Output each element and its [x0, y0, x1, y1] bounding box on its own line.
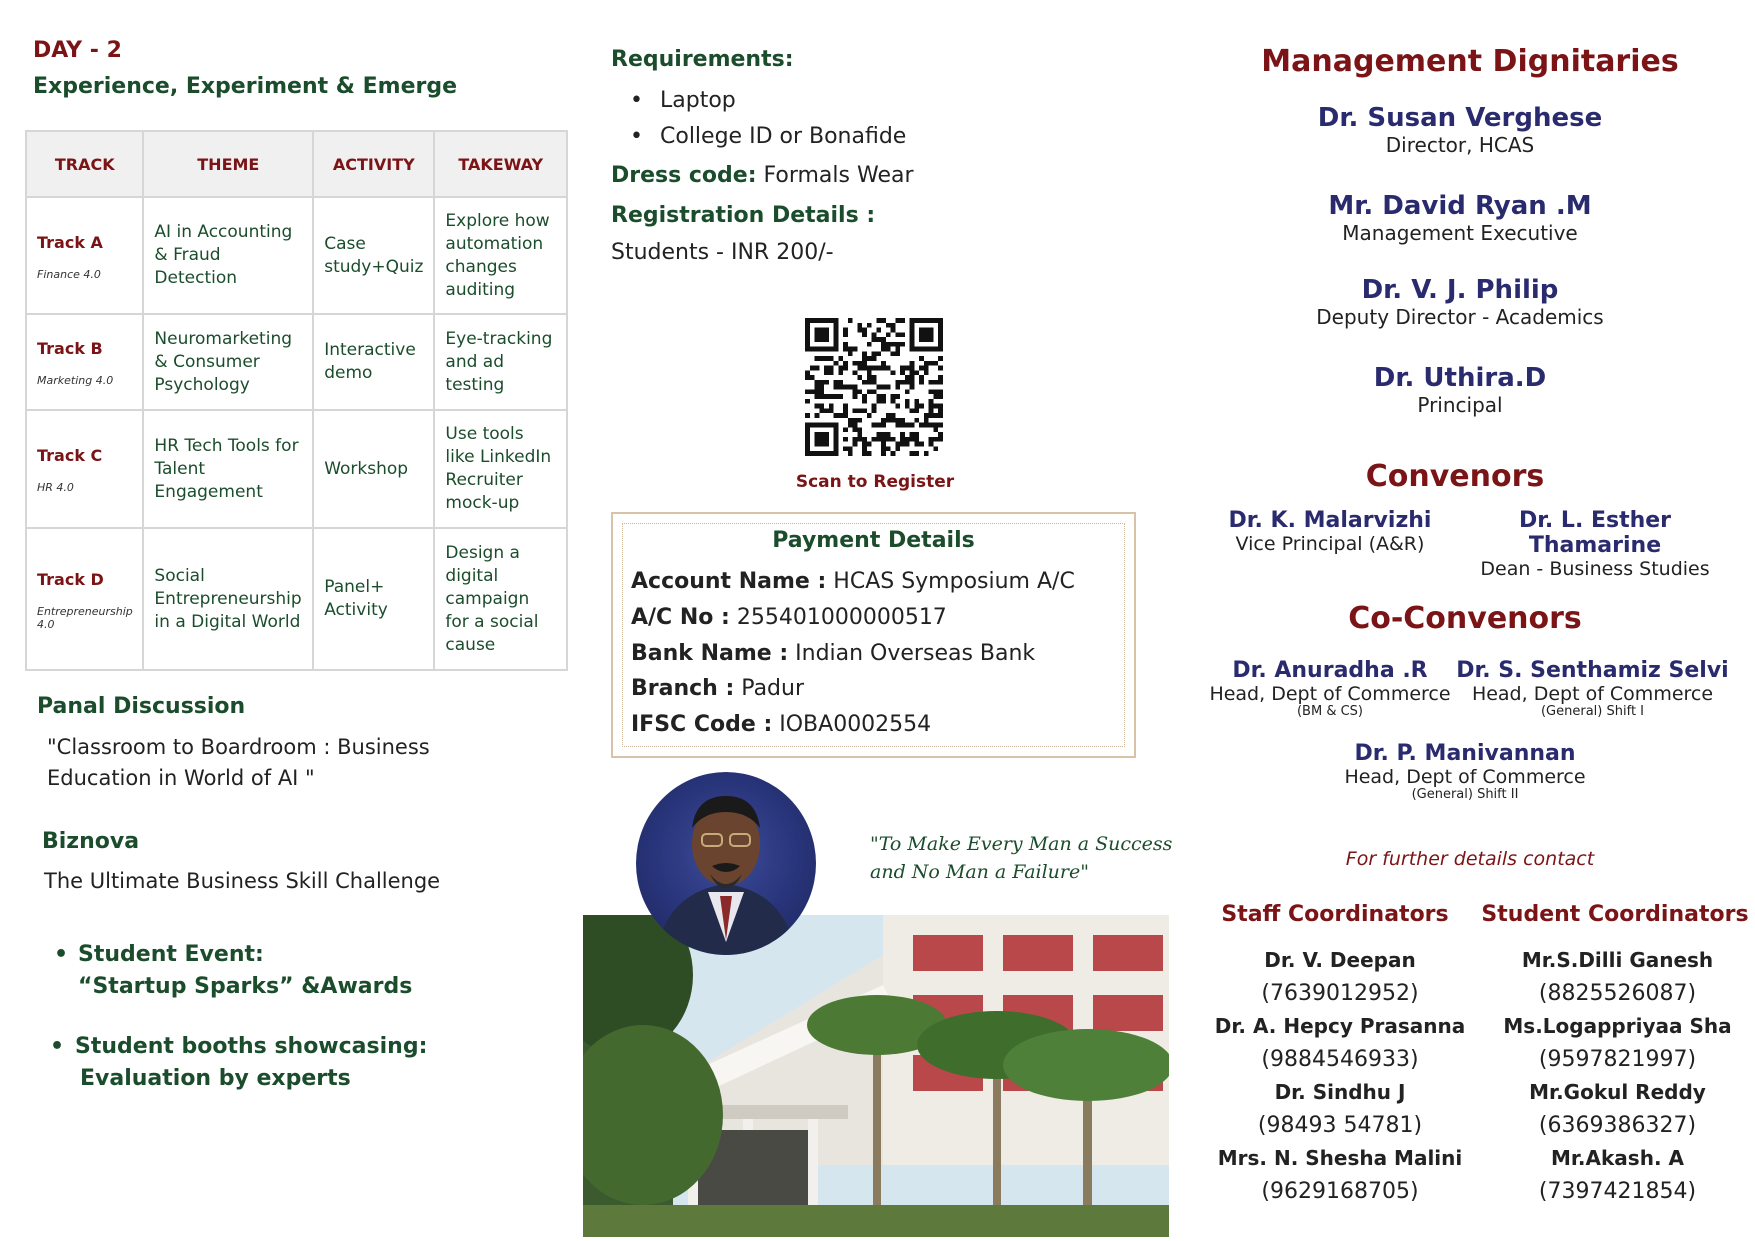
event-line-3: Student booths showcasing:: [75, 1034, 428, 1059]
payment-bank-name: [631, 641, 1035, 666]
day-subtitle: Experience, Experiment & Emerge: [33, 74, 458, 99]
track-name: Track D: [37, 569, 104, 589]
panel-title: Panal Discussion: [37, 694, 246, 719]
header-track: TRACK: [26, 131, 143, 197]
value: 255401000000517: [729, 605, 947, 630]
quote-line-2: and No Man a Failure": [870, 861, 1089, 883]
track-sub: Finance 4.0: [37, 267, 101, 281]
track-name: Track A: [37, 232, 103, 252]
co-convenor-role: Head, Dept of Commerce: [1344, 766, 1586, 788]
coordinator-phone[interactable]: (7397421854): [1538, 1179, 1697, 1204]
campus-building-photo: [583, 915, 1169, 1237]
convenors-title: Convenors: [1365, 459, 1545, 494]
quote-line-1: "To Make Every Man a Success: [870, 833, 1173, 855]
value: Padur: [734, 676, 805, 701]
event-line-1: Student Event:: [78, 942, 264, 967]
founder-portrait-photo: [636, 772, 816, 955]
qr-code-icon[interactable]: [805, 318, 943, 456]
co-convenor-card: [1200, 658, 1460, 719]
co-convenors-title: Co-Convenors: [1348, 601, 1582, 636]
theme-cell: Neuromarketing & Consumer Psychology: [143, 314, 313, 410]
requirement-item: [630, 88, 736, 113]
dress-code-label: Dress code:: [611, 163, 757, 188]
value: Indian Overseas Bank: [788, 641, 1036, 666]
convenor-card: [1200, 508, 1460, 555]
takeaway-cell: Explore how automation changes auditing: [434, 197, 567, 314]
co-convenor-sub: (General) Shift I: [1540, 704, 1645, 719]
takeaway-cell: Use tools like LinkedIn Recruiter mock-up: [434, 410, 567, 528]
dignitary-role: Principal: [1417, 393, 1503, 417]
biznova-body: The Ultimate Business Skill Challenge: [44, 869, 441, 893]
panel-body: [47, 732, 430, 794]
event-item-startup: [54, 939, 514, 1003]
track-sub: HR 4.0: [37, 481, 74, 494]
payment-account-number: [631, 605, 947, 630]
coordinator-phone[interactable]: (98493 54781): [1257, 1113, 1423, 1138]
activity-cell: Case study+Quiz: [313, 197, 434, 314]
header-theme: THEME: [143, 131, 313, 197]
dignitary-card: [1190, 275, 1730, 329]
label: IFSC Code :: [631, 712, 773, 737]
requirement-label: College ID or Bonafide: [660, 124, 907, 149]
payment-title: Payment Details: [772, 528, 975, 553]
founder-illustration: [636, 772, 816, 955]
bullet-icon: •: [630, 124, 643, 149]
payment-branch: [631, 676, 804, 701]
track-cell: [26, 197, 143, 314]
dignitary-name: Mr. David Ryan .M: [1328, 191, 1592, 221]
table-row: [26, 314, 567, 410]
theme-cell: Social Entrepreneurship in a Digital World: [143, 528, 313, 670]
coordinator-name: Mrs. N. Shesha Malini: [1217, 1146, 1463, 1170]
convenor-name: Dr. K. Malarvizhi: [1228, 508, 1432, 533]
coordinator-name: Mr.Gokul Reddy: [1529, 1080, 1706, 1104]
co-convenor-card: [1450, 658, 1735, 719]
staff-coordinator-list: [1205, 944, 1475, 1208]
event-line-2: “Startup Sparks” &Awards: [78, 974, 413, 999]
co-convenor-name: Dr. S. Senthamiz Selvi: [1456, 658, 1729, 683]
table-row: [26, 197, 567, 314]
student-coordinator-list: [1485, 944, 1750, 1208]
coordinator-phone[interactable]: (8825526087): [1538, 981, 1697, 1006]
coordinator-name: Mr.S.Dilli Ganesh: [1521, 948, 1714, 972]
track-cell: [26, 314, 143, 410]
requirement-item: [630, 124, 906, 149]
theme-cell: AI in Accounting & Fraud Detection: [143, 197, 313, 314]
contact-note: For further details contact: [1345, 848, 1595, 870]
track-cell: [26, 410, 143, 528]
header-takeaway: TAKEWAY: [434, 131, 567, 197]
dignitary-name: Dr. V. J. Philip: [1361, 275, 1559, 305]
coordinator-name: Mr.Akash. A: [1551, 1146, 1684, 1170]
registration-title: Registration Details :: [611, 203, 876, 228]
takeaway-cell: Design a digital campaign for a social cause: [434, 528, 567, 670]
co-convenor-card: [1320, 741, 1610, 802]
coordinator-phone[interactable]: (9597821997): [1538, 1047, 1697, 1072]
track-table: [25, 130, 568, 671]
management-title: Management Dignitaries: [1261, 44, 1679, 79]
dignitary-card: [1190, 103, 1730, 157]
requirement-label: Laptop: [660, 88, 736, 113]
biznova-title: Biznova: [42, 829, 140, 854]
track-name: Track B: [37, 339, 103, 358]
bullet-icon: •: [50, 1034, 65, 1059]
coordinator-phone[interactable]: (9884546933): [1261, 1047, 1419, 1072]
track-sub: Marketing 4.0: [37, 374, 114, 387]
coordinator-phone[interactable]: (7639012952): [1261, 981, 1419, 1006]
takeaway-cell: Eye-tracking and ad testing: [434, 314, 567, 410]
co-convenor-name: Dr. Anuradha .R: [1232, 658, 1428, 683]
day-label: DAY - 2: [33, 38, 122, 63]
dignitary-card: [1190, 363, 1730, 417]
value: HCAS Symposium A/C: [826, 569, 1075, 594]
dress-code-value: Formals Wear: [756, 163, 914, 188]
registration-fee: Students - INR 200/-: [611, 240, 834, 265]
header-activity: ACTIVITY: [313, 131, 434, 197]
co-convenor-sub: (BM & CS): [1296, 704, 1363, 719]
table-header-row: [26, 131, 567, 197]
student-coordinators-title: Student Coordinators: [1481, 902, 1749, 927]
convenor-role: Vice Principal (A&R): [1235, 533, 1425, 555]
dignitary-name: Dr. Uthira.D: [1373, 363, 1547, 393]
activity-cell: Interactive demo: [313, 314, 434, 410]
dignitary-role: Deputy Director - Academics: [1316, 305, 1604, 329]
bullet-icon: •: [630, 88, 643, 113]
coordinator-name: Ms.Logappriyaa Sha: [1503, 1014, 1732, 1038]
label: Branch :: [631, 676, 735, 701]
theme-cell: HR Tech Tools for Talent Engagement: [143, 410, 313, 528]
co-convenor-role: Head, Dept of Commerce: [1209, 683, 1451, 705]
bullet-icon: •: [54, 942, 69, 967]
label: Account Name :: [631, 569, 827, 594]
co-convenor-name: Dr. P. Manivannan: [1354, 741, 1576, 766]
label: Bank Name :: [631, 641, 789, 666]
convenor-role: Dean - Business Studies: [1480, 558, 1710, 580]
coordinator-phone[interactable]: (9629168705): [1261, 1179, 1419, 1204]
coordinator-phone[interactable]: (6369386327): [1538, 1113, 1697, 1138]
value: IOBA0002554: [772, 712, 932, 737]
event-item-booths: [50, 1031, 520, 1095]
co-convenor-role: Head, Dept of Commerce: [1471, 683, 1714, 705]
track-sub: Entrepreneurship 4.0: [37, 604, 133, 631]
dress-code: [611, 163, 914, 188]
payment-account-name: [631, 569, 1075, 594]
activity-cell: Workshop: [313, 410, 434, 528]
founder-quote: [870, 830, 1172, 886]
event-line-4: Evaluation by experts: [80, 1066, 351, 1091]
dignitary-card: [1190, 191, 1730, 245]
campus-illustration: [583, 915, 1169, 1237]
panel-line-1: "Classroom to Boardroom : Business: [47, 735, 430, 759]
label: A/C No :: [631, 605, 730, 630]
track-name: Track C: [37, 446, 103, 465]
requirements-title: Requirements:: [611, 47, 794, 72]
table-row: [26, 410, 567, 528]
dignitary-role: Management Executive: [1342, 221, 1578, 245]
convenor-name: Dr. L. Esther Thamarine: [1518, 508, 1672, 558]
qr-caption: Scan to Register: [795, 472, 955, 492]
payment-ifsc: [631, 712, 931, 737]
coordinator-name: Dr. Sindhu J: [1274, 1080, 1406, 1104]
payment-details-box: [611, 512, 1136, 758]
panel-line-2: Education in World of AI ": [47, 766, 315, 790]
co-convenor-sub: (General) Shift II: [1411, 787, 1519, 802]
convenor-card: [1455, 508, 1735, 580]
activity-cell: Panel+ Activity: [313, 528, 434, 670]
coordinator-name: Dr. V. Deepan: [1264, 948, 1416, 972]
dignitary-name: Dr. Susan Verghese: [1317, 103, 1603, 133]
coordinator-name: Dr. A. Hepcy Prasanna: [1214, 1014, 1466, 1038]
dignitary-role: Director, HCAS: [1385, 133, 1535, 157]
track-cell: [26, 528, 143, 670]
table-row: [26, 528, 567, 670]
staff-coordinators-title: Staff Coordinators: [1221, 902, 1449, 927]
